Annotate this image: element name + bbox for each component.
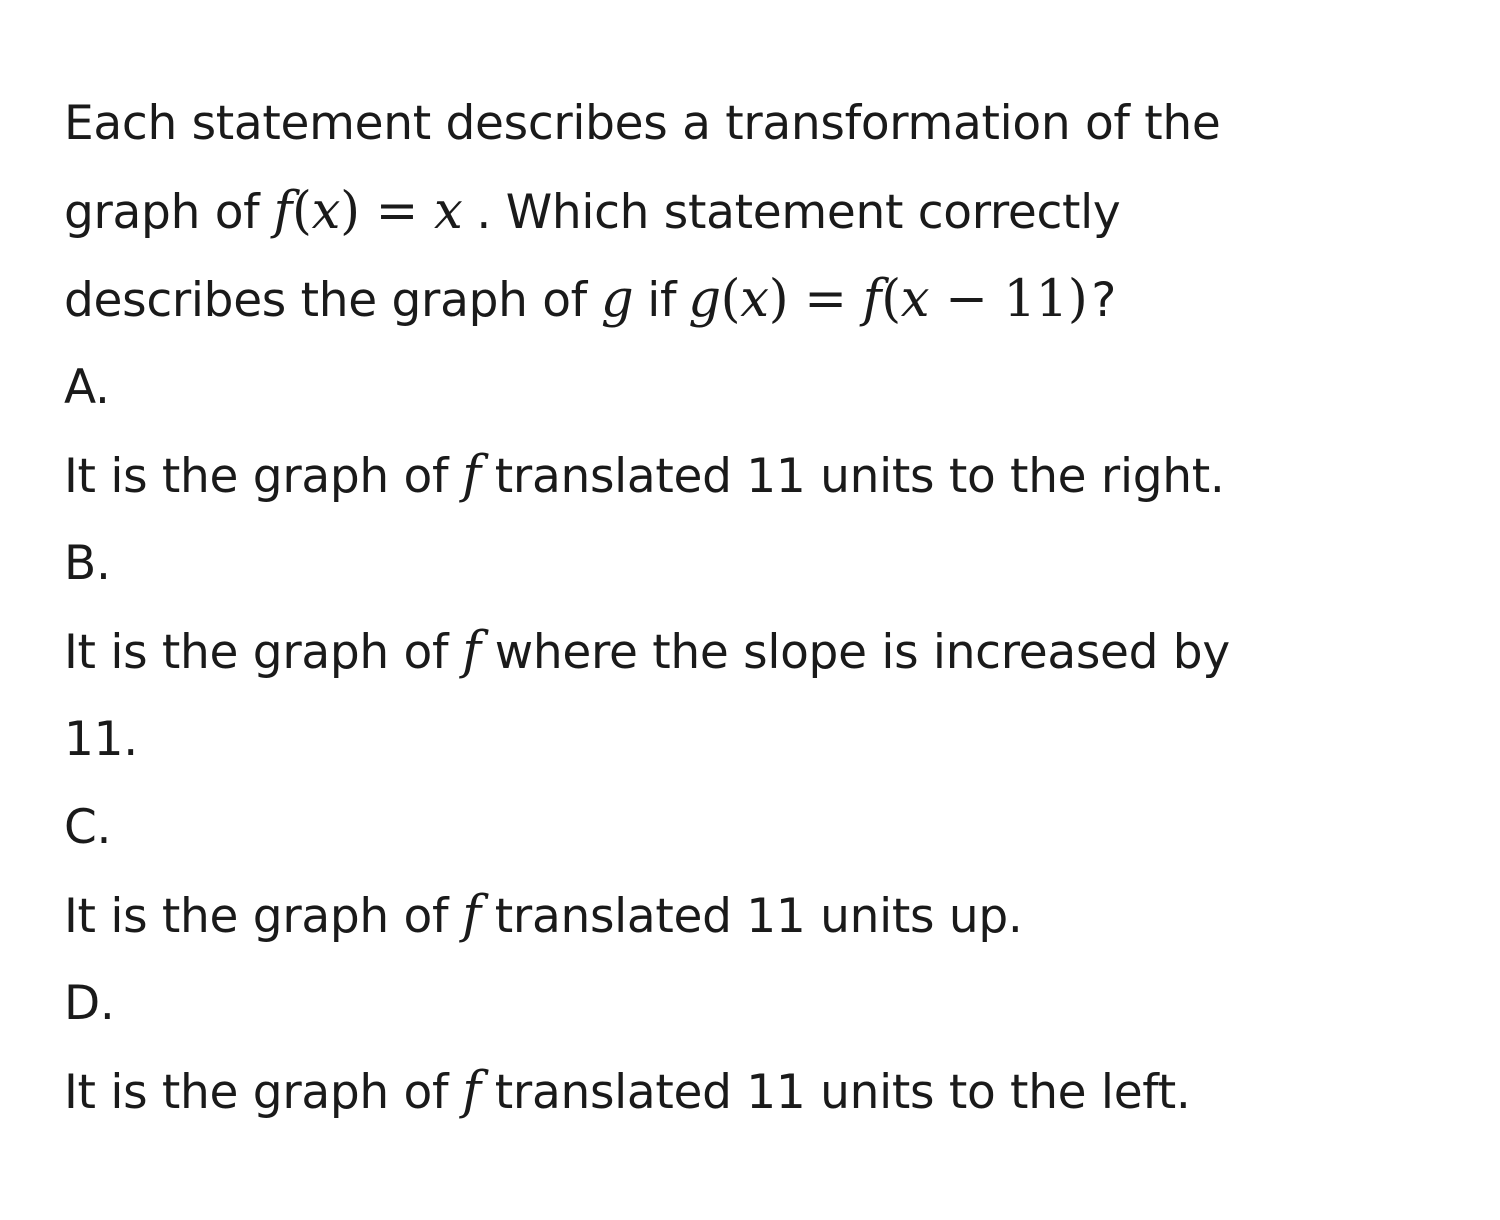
option-text: translated 11 units up. <box>494 889 1023 944</box>
option-text: It is the graph of <box>64 889 449 944</box>
option-text: translated 11 units to the right. <box>494 449 1225 504</box>
option-letter: A. <box>64 360 110 415</box>
option-text: translated 11 units to the left. <box>494 1065 1191 1120</box>
math-x: x <box>740 270 769 329</box>
option-text: 11. <box>64 712 138 767</box>
option-text: It is the graph of <box>64 1065 449 1120</box>
option-text: It is the graph of <box>64 449 449 504</box>
math-f: f <box>273 182 293 241</box>
option-b-text-continuation[interactable] <box>64 704 1444 792</box>
option-text: where the slope is increased by <box>494 625 1230 680</box>
option-b-text[interactable] <box>64 616 1444 704</box>
question-line-1 <box>64 88 1444 176</box>
math-f: f <box>462 446 481 505</box>
option-b-letter[interactable] <box>64 528 1444 616</box>
math-x: x <box>311 182 341 241</box>
question-line-2 <box>64 176 1444 264</box>
question-text: graph of <box>64 185 260 240</box>
question-content <box>64 88 1444 1144</box>
math-f: f <box>462 886 481 945</box>
option-text: It is the graph of <box>64 625 449 680</box>
math-paren: ( <box>881 270 901 329</box>
math-g: g <box>688 270 721 329</box>
option-a-letter[interactable] <box>64 352 1444 440</box>
math-expression-g-of-x <box>676 270 1091 329</box>
math-equals: ) = <box>768 270 863 329</box>
math-f: f <box>862 270 882 329</box>
option-c-letter[interactable] <box>64 792 1444 880</box>
question-line-3 <box>64 264 1444 352</box>
option-d-text[interactable] <box>64 1056 1444 1144</box>
math-paren: ( <box>720 270 741 329</box>
option-letter: B. <box>64 536 111 591</box>
question-text: if <box>647 273 677 328</box>
option-letter: D. <box>64 976 115 1031</box>
question-text: Each statement describes a transformation of the <box>64 96 1221 151</box>
question-text: describes the graph of <box>64 273 587 328</box>
math-g: g <box>600 270 634 329</box>
math-f: f <box>462 622 481 681</box>
option-c-text[interactable] <box>64 880 1444 968</box>
math-expression-f-of-x <box>259 182 476 241</box>
math-x: x <box>900 270 930 329</box>
math-f: f <box>462 1062 481 1121</box>
question-text: ? <box>1091 273 1117 328</box>
math-paren: ( <box>292 182 312 241</box>
option-a-text[interactable] <box>64 440 1444 528</box>
math-x: x <box>433 182 463 241</box>
math-equals: ) = <box>340 182 434 241</box>
question-text: . Which statement correctly <box>476 185 1121 240</box>
option-d-letter[interactable] <box>64 968 1444 1056</box>
option-letter: C. <box>64 800 112 855</box>
math-minus-eleven: − 11) <box>929 270 1088 329</box>
